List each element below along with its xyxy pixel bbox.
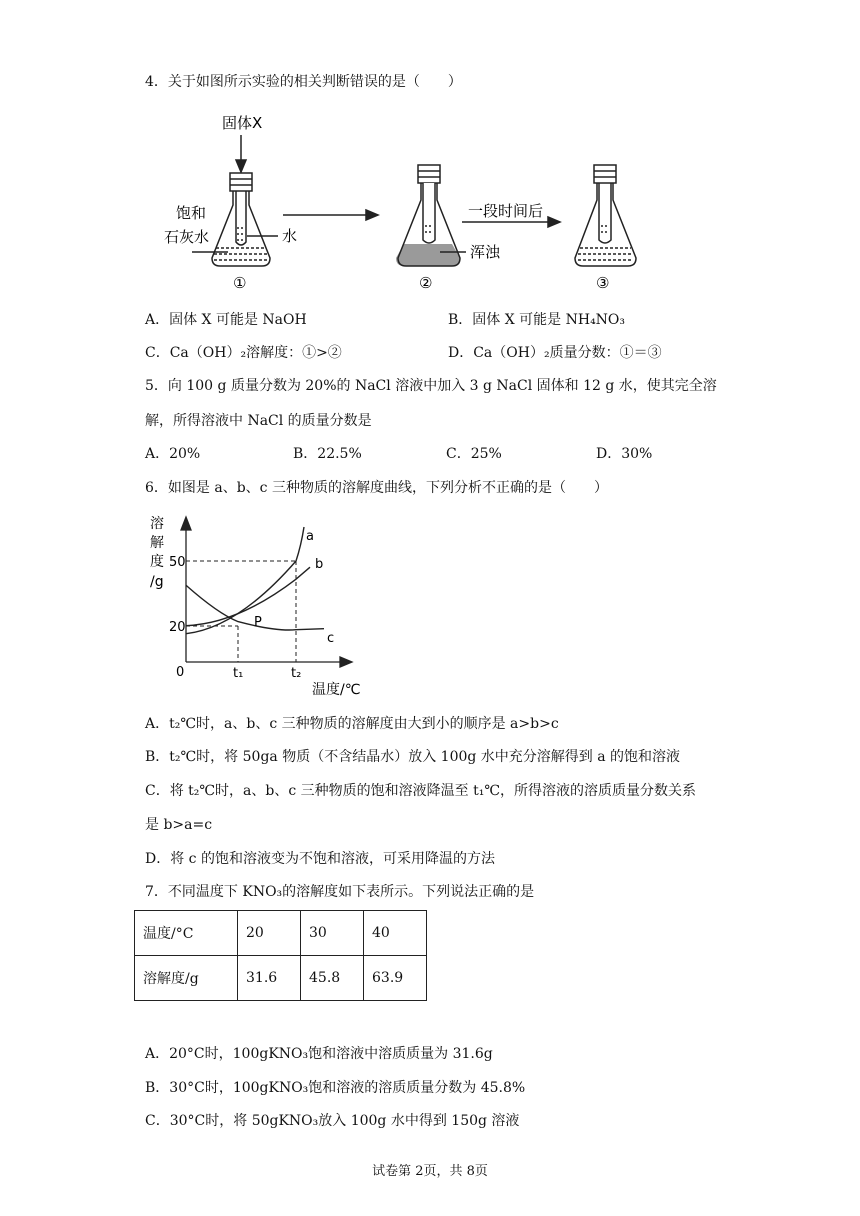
label-n1: ①: [233, 274, 247, 292]
series-b-label: b: [315, 557, 324, 572]
point-p-label: P: [254, 615, 262, 630]
y-tick-20: 20: [169, 620, 186, 635]
kno3-solubility-table: [134, 910, 427, 1001]
label-after-time: 一段时间后: [468, 202, 544, 220]
label-turbid: 浑浊: [470, 243, 501, 261]
q6-option-b: B．t₂℃时，将 50ga 物质（不含结晶水）放入 100g 水中充分溶解得到 a 的饱和溶液: [145, 749, 681, 765]
q5-stem-line2: 解，所得溶液中 NaCl 的质量分数是: [145, 413, 372, 429]
q4-option-c: C．Ca（OH）₂溶解度：①>②: [145, 345, 342, 361]
table-cell: 温度/°C: [135, 911, 238, 956]
q5-option-d: D．30%: [596, 446, 653, 462]
q5-option-a: A．20%: [145, 446, 201, 462]
table-cell: 45.8: [301, 956, 364, 1001]
series-a-curve: [186, 527, 304, 634]
label-n3: ③: [596, 274, 610, 292]
x-tick-t2: t₂: [291, 666, 302, 681]
table-cell: 31.6: [238, 956, 301, 1001]
q5-stem-line1: 5．向 100 g 质量分数为 20%的 NaCl 溶液中加入 3 g NaCl 固体和 12 g 水，使其完全溶: [145, 378, 717, 394]
q7-option-c: C．30°C时，将 50gKNO₃放入 100g 水中得到 150g 溶液: [145, 1113, 520, 1129]
label-water: 水: [282, 227, 298, 245]
q7-stem: 7．不同温度下 KNO₃的溶解度如下表所示。下列说法正确的是: [145, 884, 535, 900]
y-tick-50: 50: [169, 555, 186, 570]
q4-option-d: D．Ca（OH）₂质量分数：①＝③: [448, 345, 662, 361]
q6-option-d: D．将 c 的饱和溶液变为不饱和溶液，可采用降温的方法: [145, 851, 495, 867]
q4-stem: 4．关于如图所示实验的相关判断错误的是（ ）: [145, 74, 462, 90]
label-saturated: 饱和: [176, 204, 207, 222]
series-a-label: a: [306, 529, 314, 544]
q5-option-b: B．22.5%: [293, 446, 362, 462]
q5-option-c: C．25%: [446, 446, 502, 462]
x-tick-0: 0: [176, 665, 185, 680]
q6-option-a: A．t₂℃时，a、b、c 三种物质的溶解度由大到小的顺序是 a>b>c: [145, 716, 559, 732]
q6-option-c-line2: 是 b>a=c: [145, 817, 213, 833]
y-label-char-4: /g: [150, 574, 164, 590]
table-row: [135, 911, 427, 956]
label-n2: ②: [419, 274, 433, 292]
q6-stem: 6．如图是 a、b、c 三种物质的溶解度曲线，下列分析不正确的是（ ）: [145, 480, 608, 496]
q6-option-c-line1: C．将 t₂℃时，a、b、c 三种物质的饱和溶液降温至 t₁℃，所得溶液的溶质质量分数关系: [145, 783, 697, 799]
flask-1: [192, 135, 278, 266]
y-label-char-2: 解: [150, 535, 164, 551]
x-axis-label: 温度/℃: [312, 682, 361, 698]
table-row: [135, 956, 427, 1001]
y-axis-arrow: [181, 517, 191, 530]
flask-3: [575, 165, 636, 266]
series-c-label: c: [327, 631, 335, 646]
q4-option-b: B．固体 X 可能是 NH₄NO₃: [448, 312, 626, 328]
label-limewater: 石灰水: [164, 228, 210, 246]
solubility-chart: [0, 508, 860, 708]
table-cell: 溶解度/g: [135, 956, 238, 1001]
y-label-char-3: 度: [150, 554, 164, 570]
q7-option-b: B．30°C时，100gKNO₃饱和溶液的溶质质量分数为 45.8%: [145, 1080, 526, 1096]
q4-option-a: A．固体 X 可能是 NaOH: [145, 312, 307, 328]
y-label-char-1: 溶: [150, 516, 164, 532]
arrow-1-2: [283, 210, 378, 220]
q4-experiment-figure: [0, 0, 860, 310]
table-cell: 63.9: [364, 956, 427, 1001]
flask-2: [396, 165, 466, 266]
x-axis-arrow: [340, 657, 352, 667]
label-solid-x: 固体X: [222, 114, 263, 132]
series-b-curve: [186, 567, 310, 625]
x-tick-t1: t₁: [233, 666, 244, 681]
page-footer: 试卷第 2页，共 8页: [372, 1164, 488, 1179]
arrow-head: [236, 160, 246, 172]
table-cell: 40: [364, 911, 427, 956]
table-cell: 30: [301, 911, 364, 956]
table-cell: 20: [238, 911, 301, 956]
q7-option-a: A．20°C时，100gKNO₃饱和溶液中溶质质量为 31.6g: [145, 1046, 493, 1062]
